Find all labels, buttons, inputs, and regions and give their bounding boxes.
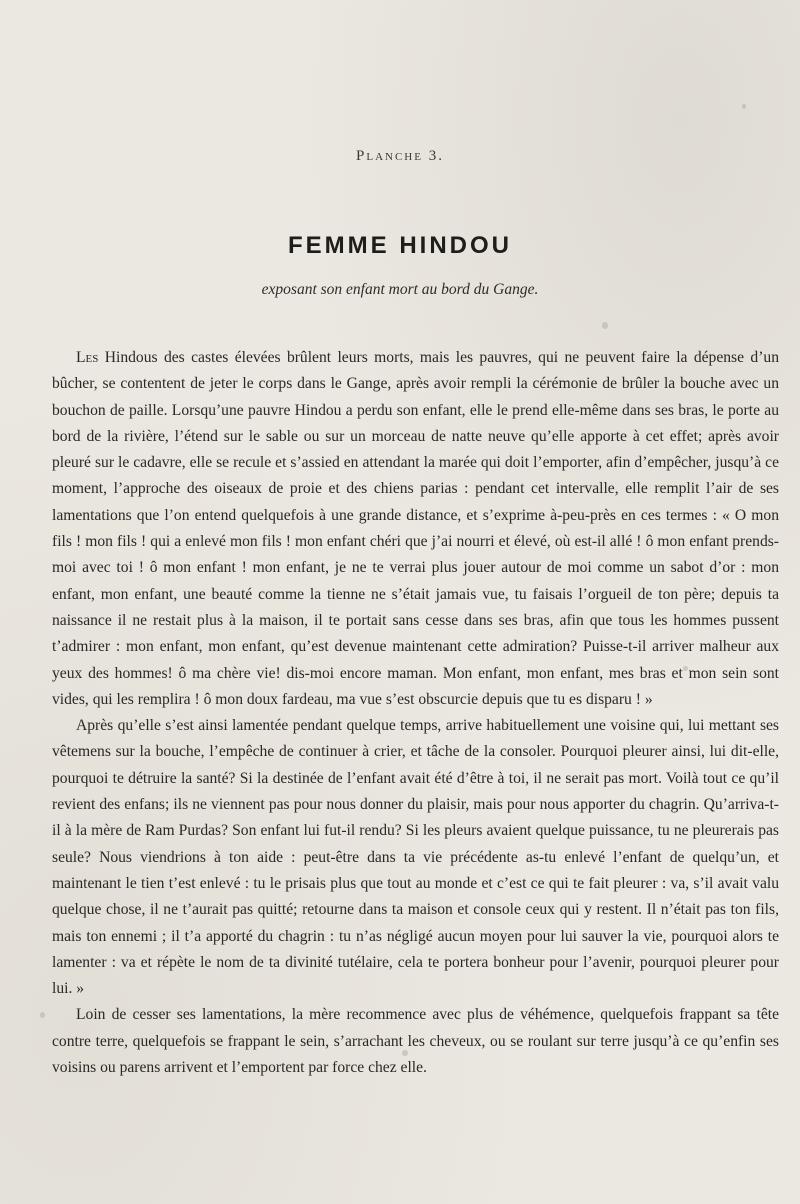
paragraph-text: Loin de cesser ses lamentations, la mère recommence avec plus de véhémence, quelquefois frappant sa tête contre terre, quelquefois se frappant le sein, s’arrachant les cheveux, ou se roulant sur terre jusqu’à ce qu’enfin ses voisins ou parens arrivent et l’emportent par force chez elle.	[52, 1006, 779, 1077]
paragraph-lead: Les	[76, 349, 99, 366]
paragraph-1	[52, 345, 779, 713]
paragraph-3	[52, 1002, 779, 1081]
paragraph-text: Après qu’elle s’est ainsi lamentée pendant quelque temps, arrive habituellement une voisine qui, lui mettant ses vêtemens sur la bouche, l’empêche de continuer à crier, et tâche de la consoler. Pourquoi pleurer ainsi, lui dit-elle, pourquoi te détruire la santé? Si la destinée de l’enfant avait été d’être à toi, il ne serait pas mort. Voilà tout ce qu’il revient des enfans; ils ne viennent pas pour nous donner du plaisir, mais pour nous apporter du chagrin. Qu’arriva-t-il à la mère de Ram Purdas? Son enfant lui fut-il rendu? Si les pleurs avaient quelque puissance, tu ne pleurerais pas seule? Nous viendrions à ton aide : peut-être dans ta vie précédente as-tu enlevé l’enfant de quelqu’un, et maintenant le tien t’est enlevé : tu le prisais plus que tout au monde et c’est ce qui te fait pleurer : va, s’il avait valu quelque chose, il ne t’aurait pas quitté; retourne dans ta maison et console ceux qui y restent. Il n’était pas ton fils, mais ton ennemi ; il t’a apporté du chagrin : tu n’as négligé aucun moyen pour lui sauver la vie, pourquoi alors te lamenter : va et répète le nom de ta divinité tutélaire, cela te portera bonheur pour l’avenir, pourquoi pleurer pour lui. »	[52, 717, 779, 998]
paper-stain	[602, 322, 608, 329]
page-subtitle: exposant son enfant mort au bord du Gange.	[261, 281, 539, 298]
paragraph-2	[52, 713, 779, 1002]
page-title: FEMME HINDOU	[288, 232, 512, 259]
plate-label: Planche 3.	[356, 148, 444, 164]
paper-stain	[40, 1012, 45, 1018]
paper-stain	[742, 104, 746, 109]
paragraph-text: Hindous des castes élevées brûlent leurs morts, mais les pauvres, qui ne peuvent faire la dépense d’un bûcher, se contentent de jeter le corps dans le Gange, après avoir rempli la cérémonie de brûler la bouche avec un bouchon de paille. Lorsqu’une pauvre Hindou a perdu son enfant, elle le prend elle-même dans ses bras, le porte au bord de la rivière, l’étend sur le sable ou sur un morceau de natte neuve qu’elle apporte à cet effet; après avoir pleuré sur le cadavre, elle se recule et s’assied en attendant la marée qui doit l’emporter, afin d’empêcher, jusqu’à ce moment, l’approche des oiseaux de proie et des chiens parias : pendant cet intervalle, elle remplit l’air de ses lamentations que l’on entend quelquefois à une grande distance, et s’exprime à-peu-près en ces termes : « O mon fils ! mon fils ! qui a enlevé mon fils ! mon enfant chéri que j’ai nourri et élevé, où est-il allé ! ô mon enfant prends-moi avec toi ! ô mon enfant ! mon enfant, je ne te verrai plus jouer autour de moi comme un sabot d’or : mon enfant, mon enfant, une beauté comme la tienne ne s’était jamais vue, tu faisais l’orgueil de ton père; depuis ta naissance il ne restait plus à la maison, il te portait sans cesse dans ses bras, afin que tous les hommes pussent t’admirer : mon enfant, mon enfant, qu’est devenue maintenant cette admiration? Puisse-t-il arriver malheur aux yeux des hommes! ô ma chère vie! dis-moi encore maman. Mon enfant, mon enfant, mes bras et mon sein sont vides, qui les remplira ! ô mon doux fardeau, ma vue s’est obscurcie depuis que tu es disparu ! »	[52, 349, 779, 708]
body-text	[52, 345, 779, 1081]
